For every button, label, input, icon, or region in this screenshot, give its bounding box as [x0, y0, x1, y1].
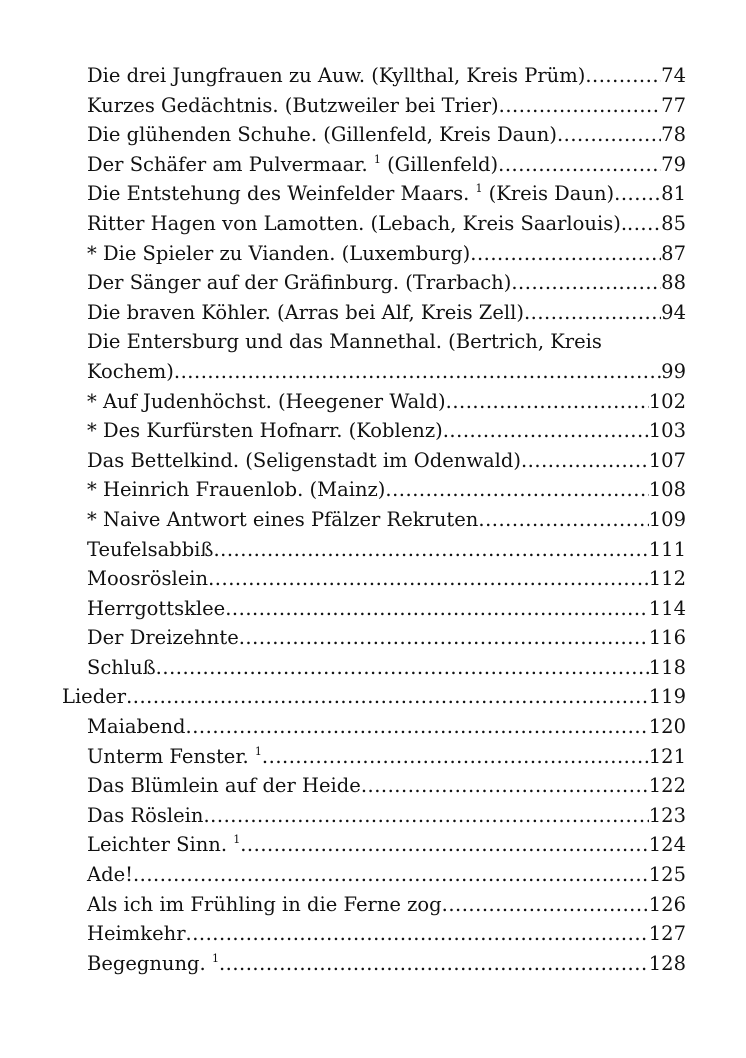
- entry-page: 127: [648, 922, 686, 946]
- toc-entry[interactable]: [62, 91, 686, 121]
- table-of-contents: [62, 61, 686, 978]
- dot-leader: [208, 564, 649, 594]
- entry-page: 87: [661, 241, 686, 265]
- entry-page: 112: [648, 567, 686, 591]
- footnote-marker: 1: [254, 744, 262, 758]
- entry-page: 88: [661, 271, 686, 295]
- entry-page: 123: [648, 803, 686, 827]
- entry-title: * Des Kurfürsten Hofnarr. (Koblenz): [87, 419, 443, 443]
- toc-entry[interactable]: [62, 890, 686, 920]
- entry-title: Kurzes Gedächtnis. (Butzweiler bei Trier): [87, 93, 499, 117]
- entry-title: Teufelsabbiß: [87, 537, 214, 561]
- entry-title-text: Begegnung.: [87, 951, 206, 975]
- dot-leader: [443, 416, 649, 446]
- entry-page: 121: [648, 744, 686, 768]
- entry-page: 114: [648, 596, 686, 620]
- entry-title-text: Unterm Fenster.: [87, 744, 249, 768]
- dot-leader: [186, 919, 649, 949]
- toc-entry[interactable]: [62, 268, 686, 298]
- entry-page: 74: [661, 64, 686, 87]
- dot-leader: [186, 712, 649, 742]
- entry-title: Das Blümlein auf der Heide: [87, 774, 361, 798]
- dot-leader: [385, 475, 648, 505]
- entry-page: 85: [661, 211, 686, 235]
- entry-page: 122: [648, 774, 686, 798]
- toc-entry[interactable]: [62, 446, 686, 476]
- entry-title: Moosröslein: [87, 567, 209, 591]
- entry-title: [87, 830, 240, 860]
- entry-page: 107: [648, 448, 686, 472]
- entry-title: Die Entersburg und das Mannethal. (Bertrich, Kreis: [87, 330, 602, 354]
- toc-entry[interactable]: [62, 949, 686, 979]
- entry-page: 78: [661, 123, 686, 147]
- entry-title-text: Der Schäfer am Pulvermaar.: [87, 152, 368, 176]
- dot-leader: [446, 387, 649, 417]
- entry-title: * Die Spieler zu Vianden. (Luxemburg): [87, 241, 471, 265]
- toc-entry[interactable]: [62, 623, 686, 653]
- entry-page: 128: [648, 951, 686, 975]
- entry-page: 79: [661, 152, 686, 176]
- toc-entry-first-line[interactable]: [62, 327, 686, 357]
- entry-page: 108: [648, 478, 686, 502]
- toc-entry[interactable]: [62, 150, 686, 180]
- toc-section-entry[interactable]: [62, 682, 686, 712]
- entry-title: Der Dreizehnte: [87, 626, 239, 650]
- dot-leader: [442, 890, 649, 920]
- entry-title: Die drei Jungfrauen zu Auw. (Kyllthal, Kreis Prüm): [87, 64, 586, 87]
- footnote-marker: 1: [211, 951, 219, 965]
- toc-entry[interactable]: [62, 209, 686, 239]
- dot-leader: [524, 298, 661, 328]
- dot-leader: [361, 771, 649, 801]
- toc-entry[interactable]: [62, 801, 686, 831]
- entry-title: Als ich im Frühling in die Ferne zog: [87, 892, 442, 916]
- dot-leader: [614, 179, 661, 209]
- toc-entry[interactable]: [62, 120, 686, 150]
- toc-entry[interactable]: [62, 416, 686, 446]
- toc-entry[interactable]: [62, 653, 686, 683]
- dot-leader: [156, 653, 649, 683]
- entry-title: * Auf Judenhöchst. (Heegener Wald): [87, 389, 446, 413]
- toc-entry[interactable]: [62, 742, 686, 772]
- dot-leader: [240, 830, 649, 860]
- toc-entry[interactable]: [62, 712, 686, 742]
- entry-title-text: Die Entstehung des Weinfelder Maars.: [87, 182, 470, 206]
- entry-title: [87, 179, 614, 209]
- dot-leader: [627, 209, 661, 239]
- entry-title: Heimkehr: [87, 922, 186, 946]
- entry-title: Schluß: [87, 655, 156, 679]
- toc-entry-continuation[interactable]: [62, 357, 686, 387]
- toc-entry[interactable]: [62, 239, 686, 269]
- dot-leader: [174, 357, 661, 387]
- dot-leader: [478, 505, 648, 535]
- entry-page: 99: [661, 359, 686, 383]
- entry-title: [87, 742, 262, 772]
- entry-page: 120: [648, 715, 686, 739]
- entry-page: 126: [648, 892, 686, 916]
- entry-page: 102: [648, 389, 686, 413]
- entry-title: Die braven Köhler. (Arras bei Alf, Kreis Zell): [87, 300, 524, 324]
- entry-page: 81: [661, 182, 686, 206]
- entry-title: Maiabend: [87, 715, 186, 739]
- entry-title: Das Bettelkind. (Seligenstadt im Odenwald): [87, 448, 521, 472]
- entry-page: 119: [648, 685, 686, 709]
- toc-entry[interactable]: [62, 919, 686, 949]
- entry-title-text: Leichter Sinn.: [87, 833, 228, 857]
- dot-leader: [239, 623, 649, 653]
- entry-page: 118: [648, 655, 686, 679]
- dot-leader: [126, 682, 649, 712]
- toc-entry[interactable]: [62, 298, 686, 328]
- entry-title: * Naive Antwort eines Pfälzer Rekruten: [87, 507, 479, 531]
- toc-entry[interactable]: [62, 179, 686, 209]
- toc-entry[interactable]: [62, 387, 686, 417]
- toc-entry[interactable]: [62, 860, 686, 890]
- dot-leader: [521, 446, 649, 476]
- dot-leader: [498, 150, 661, 180]
- entry-title: Ade!: [87, 863, 133, 887]
- dot-leader: [219, 949, 649, 979]
- footnote-marker: 1: [233, 833, 241, 847]
- entry-title: Herrgottsklee: [87, 596, 226, 620]
- dot-leader: [262, 742, 649, 772]
- entry-title-suffix: (Gillenfeld): [380, 152, 499, 176]
- footnote-marker: 1: [373, 152, 381, 166]
- entry-page: 111: [648, 537, 686, 561]
- entry-title: Ritter Hagen von Lamotten. (Lebach, Kreis Saarlouis).: [87, 211, 628, 235]
- entry-title-suffix: (Kreis Daun): [482, 182, 615, 206]
- toc-entry[interactable]: [62, 475, 686, 505]
- dot-leader: [585, 61, 661, 91]
- entry-title: Das Röslein: [87, 803, 204, 827]
- section-title: Lieder: [62, 685, 127, 709]
- entry-title: * Heinrich Frauenlob. (Mainz): [87, 478, 386, 502]
- entry-title: Die glühenden Schuhe. (Gillenfeld, Kreis Daun): [87, 123, 557, 147]
- entry-page: 116: [648, 626, 686, 650]
- entry-title: [87, 150, 498, 180]
- dot-leader: [213, 535, 648, 565]
- entry-title-continuation: Kochem): [87, 359, 174, 383]
- dot-leader: [133, 860, 649, 890]
- dot-leader: [511, 268, 661, 298]
- dot-leader: [499, 91, 662, 121]
- dot-leader: [557, 120, 661, 150]
- dot-leader: [470, 239, 661, 269]
- dot-leader: [225, 594, 649, 624]
- entry-page: 125: [648, 863, 686, 887]
- toc-entry[interactable]: [62, 505, 686, 535]
- entry-title: Der Sänger auf der Gräfinburg. (Trarbach): [87, 271, 512, 295]
- footnote-marker: 1: [475, 182, 483, 196]
- toc-entry[interactable]: [62, 830, 686, 860]
- toc-entry[interactable]: [62, 771, 686, 801]
- toc-entry[interactable]: [62, 564, 686, 594]
- entry-page: 124: [648, 833, 686, 857]
- entry-page: 77: [661, 93, 686, 117]
- toc-entry[interactable]: [62, 61, 686, 91]
- entry-title: [87, 949, 219, 979]
- toc-entry[interactable]: [62, 535, 686, 565]
- entry-page: 109: [648, 507, 686, 531]
- toc-entry[interactable]: [62, 594, 686, 624]
- dot-leader: [203, 801, 648, 831]
- entry-page: 103: [648, 419, 686, 443]
- entry-page: 94: [661, 300, 686, 324]
